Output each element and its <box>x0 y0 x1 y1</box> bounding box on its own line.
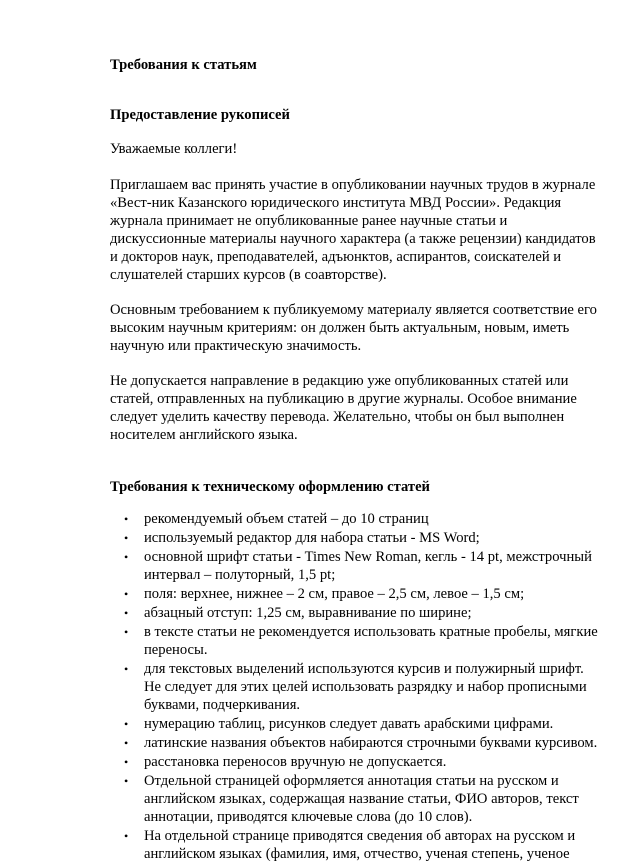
bullet-icon: • <box>124 755 129 769</box>
page-title: Требования к статьям <box>110 57 257 73</box>
bullet-icon: • <box>124 717 129 731</box>
list-item-text: расстановка переносов вручную не допускается. <box>144 754 447 770</box>
list-item-text: нумерацию таблиц, рисунков следует давать арабскими цифрами. <box>144 716 554 732</box>
list-item-text: Отдельной страницей оформляется аннотация статьи на русском и английском языках, содержащая название статьи, ФИО авторов, текст аннотации, приводятся ключевые слова (до 10 слов). <box>144 773 579 825</box>
bullet-icon: • <box>124 736 129 750</box>
paragraph-duplicates: Не допускается направление в редакцию уже опубликованных статей или статей, отправленных на публикацию в другие журналы. Особое внимание следует уделить качеству перевода. Желательно, чтобы он был выполнен носителем английского языка. <box>110 373 577 443</box>
bullet-icon: • <box>124 531 129 545</box>
section-heading-manuscripts: Предоставление рукописей <box>110 107 290 123</box>
list-item <box>124 753 604 771</box>
list-item <box>124 734 604 752</box>
bullet-icon: • <box>124 829 129 843</box>
bullet-icon: • <box>124 550 129 564</box>
bullet-icon: • <box>124 625 129 639</box>
list-item-text: в тексте статьи не рекомендуется использовать кратные пробелы, мягкие переносы. <box>144 624 598 658</box>
section-heading-technical: Требования к техническому оформлению статей <box>110 479 430 495</box>
list-item-text: поля: верхнее, нижнее – 2 см, правое – 2,5 см, левое – 1,5 см; <box>144 586 525 602</box>
list-item-text: абзацный отступ: 1,25 см, выравнивание по ширине; <box>144 605 472 621</box>
requirements-list <box>110 510 604 863</box>
paragraph-intro: Приглашаем вас принять участие в опубликовании научных трудов в журнале «Вест-ник Казанского юридического института МВД России». Редакция журнала принимает не опубликованные ранее научные статьи и дискуссионные материалы научного характера (а также рецензии) кандидатов и докторов наук, преподавателей, адъюнктов, аспирантов, соискателей и слушателей старших курсов (в соавторстве). <box>110 177 596 283</box>
list-item-text: латинские названия объектов набираются строчными буквами курсивом. <box>144 735 598 751</box>
list-item-text: рекомендуемый объем статей – до 10 страниц <box>144 511 429 527</box>
list-item <box>124 772 604 826</box>
paragraph-criteria: Основным требованием к публикуемому материалу является соответствие его высоким научным критериям: он должен быть актуальным, новым, иметь научную или практическую значимость. <box>110 302 597 354</box>
bullet-icon: • <box>124 512 129 526</box>
bullet-icon: • <box>124 587 129 601</box>
list-item <box>124 827 604 863</box>
list-item <box>124 529 604 547</box>
bullet-icon: • <box>124 606 129 620</box>
list-item-text: используемый редактор для набора статьи - MS Word; <box>144 530 480 546</box>
bullet-icon: • <box>124 662 129 676</box>
list-item <box>124 548 604 584</box>
list-item-text: для текстовых выделений используются курсив и полужирный шрифт. Не следует для этих целей использовать разрядку и набор прописными буквами, подчеркивания. <box>144 661 587 713</box>
list-item <box>124 623 604 659</box>
list-item <box>124 715 604 733</box>
list-item <box>124 510 604 528</box>
bullet-icon: • <box>124 774 129 788</box>
list-item <box>124 585 604 603</box>
greeting: Уважаемые коллеги! <box>110 141 238 157</box>
list-item <box>124 604 604 622</box>
list-item-text: основной шрифт статьи - Times New Roman, кегль - 14 pt, межстрочный интервал – полуторный, 1,5 pt; <box>144 549 592 583</box>
list-item-text: На отдельной странице приводятся сведения об авторах на русском и английском языках (фамилия, имя, отчество, ученая степень, ученое <box>144 828 576 862</box>
list-item <box>124 660 604 714</box>
